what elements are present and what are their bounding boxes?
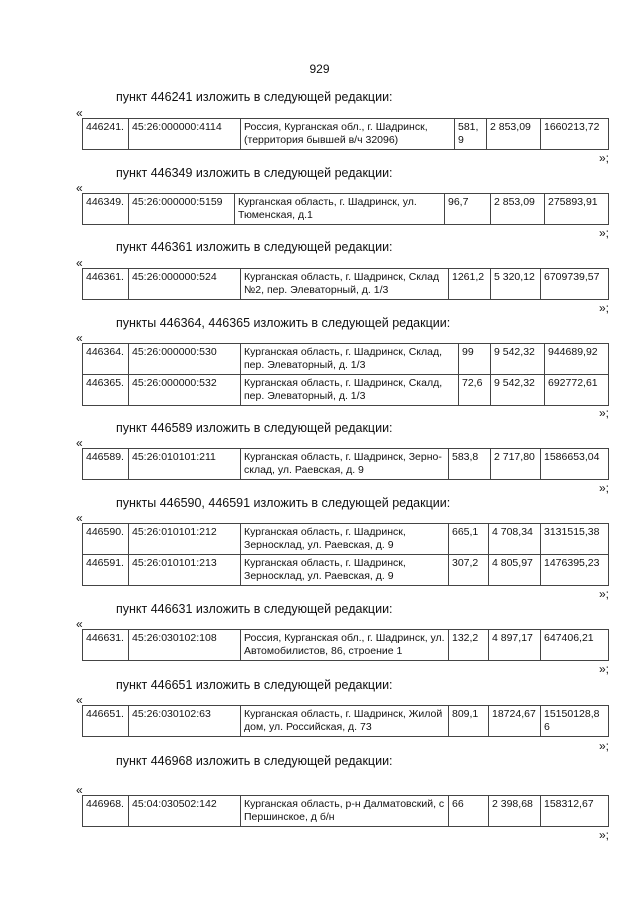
amendment-instruction: пункт 446589 изложить в следующей редакции:: [116, 421, 393, 435]
cadastral-number-cell: 45:26:010101:211: [129, 449, 241, 480]
register-table: [82, 343, 609, 406]
table-row: [83, 375, 609, 406]
amendment-instruction: пункт 446651 изложить в следующей редакции:: [116, 678, 393, 692]
table-row: [83, 555, 609, 586]
cadastral-value-cell: 275893,91: [545, 194, 609, 225]
area-cell: 132,2: [449, 630, 489, 661]
cadastral-number-cell: 45:26:000000:532: [129, 375, 241, 406]
register-table: [82, 268, 609, 300]
address-cell: Курганская область, г. Шадринск, Зерно-склад, ул. Раевская, д. 9: [241, 449, 449, 480]
area-cell: 72,6: [459, 375, 491, 406]
open-quote: «: [76, 106, 83, 120]
open-quote: «: [76, 617, 83, 631]
row-number-cell: 446590.: [83, 524, 129, 555]
area-cell: 96,7: [445, 194, 491, 225]
row-number-cell: 446361.: [83, 269, 129, 300]
open-quote: «: [76, 783, 83, 797]
unit-value-cell: 2 717,80: [491, 449, 541, 480]
unit-value-cell: 18724,67: [489, 706, 541, 737]
address-cell: Курганская область, г. Шадринск, Склад №2, пер. Элеваторный, д. 1/3: [241, 269, 449, 300]
unit-value-cell: 9 542,32: [491, 375, 545, 406]
cadastral-number-cell: 45:26:010101:212: [129, 524, 241, 555]
area-cell: 581,9: [455, 119, 487, 150]
area-cell: 1261,2: [449, 269, 491, 300]
register-table: [82, 448, 609, 480]
unit-value-cell: 2 853,09: [487, 119, 541, 150]
table-row: [83, 706, 609, 737]
cadastral-number-cell: 45:26:030102:63: [129, 706, 241, 737]
open-quote: «: [76, 693, 83, 707]
address-cell: Россия, Курганская обл., г. Шадринск, ул. Автомобилистов, 86, строение 1: [241, 630, 449, 661]
cadastral-number-cell: 45:26:010101:213: [129, 555, 241, 586]
cadastral-value-cell: 1476395,23: [541, 555, 609, 586]
table-row: [83, 344, 609, 375]
address-cell: Курганская область, г. Шадринск, Скалд, пер. Элеваторный, д. 1/3: [241, 375, 459, 406]
unit-value-cell: 9 542,32: [491, 344, 545, 375]
cadastral-value-cell: 6709739,57: [541, 269, 609, 300]
unit-value-cell: 2 398,68: [489, 796, 541, 827]
amendment-instruction: пункт 446631 изложить в следующей редакции:: [116, 602, 393, 616]
row-number-cell: 446591.: [83, 555, 129, 586]
address-cell: Курганская область, г. Шадринск, Жилой дом, ул. Российская, д. 73: [241, 706, 449, 737]
unit-value-cell: 5 320,12: [491, 269, 541, 300]
register-table: [82, 705, 609, 737]
row-number-cell: 446349.: [83, 194, 129, 225]
cadastral-number-cell: 45:26:000000:530: [129, 344, 241, 375]
register-table: [82, 523, 609, 586]
unit-value-cell: 2 853,09: [491, 194, 545, 225]
row-number-cell: 446241.: [83, 119, 129, 150]
close-quote: »;: [598, 226, 609, 240]
cadastral-value-cell: 692772,61: [545, 375, 609, 406]
area-cell: 809,1: [449, 706, 489, 737]
amendment-instruction: пункты 446590, 446591 изложить в следующей редакции:: [116, 496, 451, 510]
open-quote: «: [76, 181, 83, 195]
table-row: [83, 194, 609, 225]
cadastral-value-cell: 1660213,72: [541, 119, 609, 150]
register-table: [82, 193, 609, 225]
register-table: [82, 629, 609, 661]
amendment-instruction: пункты 446364, 446365 изложить в следующей редакции:: [116, 316, 451, 330]
cadastral-value-cell: 1586653,04: [541, 449, 609, 480]
table-row: [83, 269, 609, 300]
table-row: [83, 524, 609, 555]
row-number-cell: 446365.: [83, 375, 129, 406]
amendment-instruction: пункт 446968 изложить в следующей редакции:: [116, 754, 393, 768]
cadastral-value-cell: 3131515,38: [541, 524, 609, 555]
register-table: [82, 795, 609, 827]
cadastral-number-cell: 45:26:000000:524: [129, 269, 241, 300]
cadastral-value-cell: 158312,67: [541, 796, 609, 827]
address-cell: Курганская область, г. Шадринск, Склад, пер. Элеваторный, д. 1/3: [241, 344, 459, 375]
close-quote: »;: [598, 828, 609, 842]
address-cell: Курганская область, г. Шадринск, Зерносклад, ул. Раевская, д. 9: [241, 555, 449, 586]
cadastral-value-cell: 944689,92: [545, 344, 609, 375]
address-cell: Курганская область, г. Шадринск, ул. Тюменская, д.1: [235, 194, 445, 225]
unit-value-cell: 4 805,97: [489, 555, 541, 586]
amendment-instruction: пункт 446349 изложить в следующей редакции:: [116, 166, 393, 180]
open-quote: «: [76, 511, 83, 525]
close-quote: »;: [598, 151, 609, 165]
table-row: [83, 119, 609, 150]
amendment-instruction: пункт 446361 изложить в следующей редакции:: [116, 240, 393, 254]
area-cell: 99: [459, 344, 491, 375]
row-number-cell: 446364.: [83, 344, 129, 375]
row-number-cell: 446589.: [83, 449, 129, 480]
address-cell: Курганская область, г. Шадринск, Зерносклад, ул. Раевская, д. 9: [241, 524, 449, 555]
open-quote: «: [76, 331, 83, 345]
close-quote: »;: [598, 587, 609, 601]
close-quote: »;: [598, 406, 609, 420]
area-cell: 583,8: [449, 449, 491, 480]
register-table: [82, 118, 609, 150]
unit-value-cell: 4 708,34: [489, 524, 541, 555]
table-row: [83, 449, 609, 480]
area-cell: 66: [449, 796, 489, 827]
cadastral-number-cell: 45:04:030502:142: [129, 796, 241, 827]
close-quote: »;: [598, 739, 609, 753]
cadastral-number-cell: 45:26:000000:5159: [129, 194, 235, 225]
table-row: [83, 796, 609, 827]
address-cell: Россия, Курганская обл., г. Шадринск, (территория бывшей в/ч 32096): [241, 119, 455, 150]
cadastral-value-cell: 647406,21: [541, 630, 609, 661]
cadastral-number-cell: 45:26:000000:4114: [129, 119, 241, 150]
page-number: 929: [309, 62, 330, 76]
close-quote: »;: [598, 662, 609, 676]
cadastral-number-cell: 45:26:030102:108: [129, 630, 241, 661]
open-quote: «: [76, 436, 83, 450]
unit-value-cell: 4 897,17: [489, 630, 541, 661]
row-number-cell: 446968.: [83, 796, 129, 827]
cadastral-value-cell: 15150128,86: [541, 706, 609, 737]
area-cell: 307,2: [449, 555, 489, 586]
row-number-cell: 446631.: [83, 630, 129, 661]
open-quote: «: [76, 256, 83, 270]
close-quote: »;: [598, 301, 609, 315]
amendment-instruction: пункт 446241 изложить в следующей редакции:: [116, 90, 393, 104]
address-cell: Курганская область, р-н Далматовский, с Першинское, д б/н: [241, 796, 449, 827]
close-quote: »;: [598, 481, 609, 495]
row-number-cell: 446651.: [83, 706, 129, 737]
area-cell: 665,1: [449, 524, 489, 555]
table-row: [83, 630, 609, 661]
